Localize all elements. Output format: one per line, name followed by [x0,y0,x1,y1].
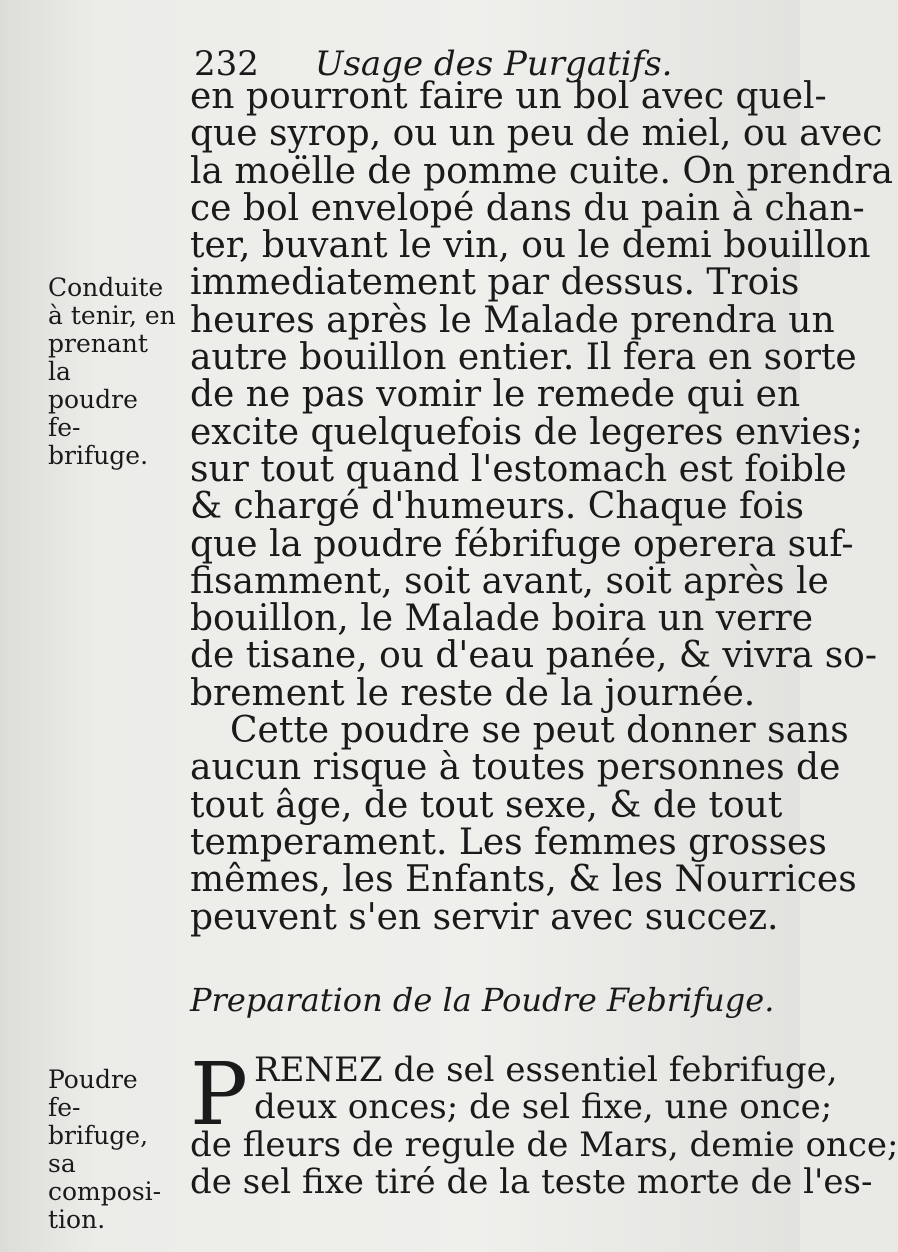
text-line: de tisane, ou d'eau panée, & vivra so- [190,635,878,677]
text-line: autre bouillon entier. Il fera en sorte [190,337,857,379]
text-line: ter, buvant le vin, ou le demi bouillon [190,225,871,267]
text-line: fisamment, soit avant, soit après le [190,560,829,602]
text-line: tout âge, de tout sexe, & de tout [190,784,783,826]
text-line: en pourront faire un bol avec quel- [190,76,827,117]
text-line: excite quelquefois de legeres envies; [190,411,864,453]
text-line: la moëlle de pomme cuite. On prendra [190,150,893,192]
margin-note-line: Poudre fe- [48,1065,138,1122]
text-line: que la poudre fébrifuge operera suf- [190,523,854,565]
margin-note-line: Conduite [48,273,164,302]
margin-note-line: poudre fe- [48,385,138,442]
margin-note-line: composi- [48,1177,162,1206]
margin-note-conduite [48,274,178,470]
text-line: temperament. Les femmes grosses [190,821,827,863]
text-line: immediatement par dessus. Trois [190,262,800,304]
section-heading: Preparation de la Poudre Febrifuge. [190,981,775,1019]
text-line: Cette poudre se peut donner sans [230,710,849,752]
text-line: bouillon, le Malade boira un verre [190,598,814,640]
text-line: de ne pas vomir le remede qui en [190,374,801,416]
text-line: ce bol envelopé dans du pain à chan- [190,187,865,229]
text-line: heures après le Malade prendra un [190,299,835,341]
margin-note-line: prenant la [48,329,148,386]
running-title: Usage des Purgatifs. [314,44,673,84]
text-line: sur tout quand l'estomach est foible [190,448,847,490]
margin-note-composition [48,1066,178,1234]
margin-note-line: tion. [48,1205,106,1234]
text-line: brement le reste de la journée. [190,672,756,714]
text-line: de sel fixe tiré de la teste morte de l'es- [190,1161,873,1202]
text-line: mêmes, les Enfants, & les Nourrices [190,859,857,901]
text-line: peuvent s'en servir avec succez. [190,896,779,938]
text-line: RENEZ de sel essentiel febrifuge, [254,1050,838,1090]
text-line: de fleurs de regule de Mars, demie once; [190,1124,898,1165]
text-line: deux onces; de sel fixe, une once; [254,1087,833,1128]
page-number: 232 [194,44,259,84]
recipe-text [190,1045,898,1202]
drop-cap: P [190,1045,248,1145]
text-line: aucun risque à toutes personnes de [190,747,841,789]
text-line: & chargé d'humeurs. Chaque fois [190,486,804,528]
margin-note-line: brifuge. [48,441,149,470]
main-text [190,76,893,938]
margin-note-line: brifuge, sa [48,1121,149,1178]
margin-note-line: à tenir, en [48,301,176,330]
text-line: que syrop, ou un peu de miel, ou avec [190,113,883,155]
